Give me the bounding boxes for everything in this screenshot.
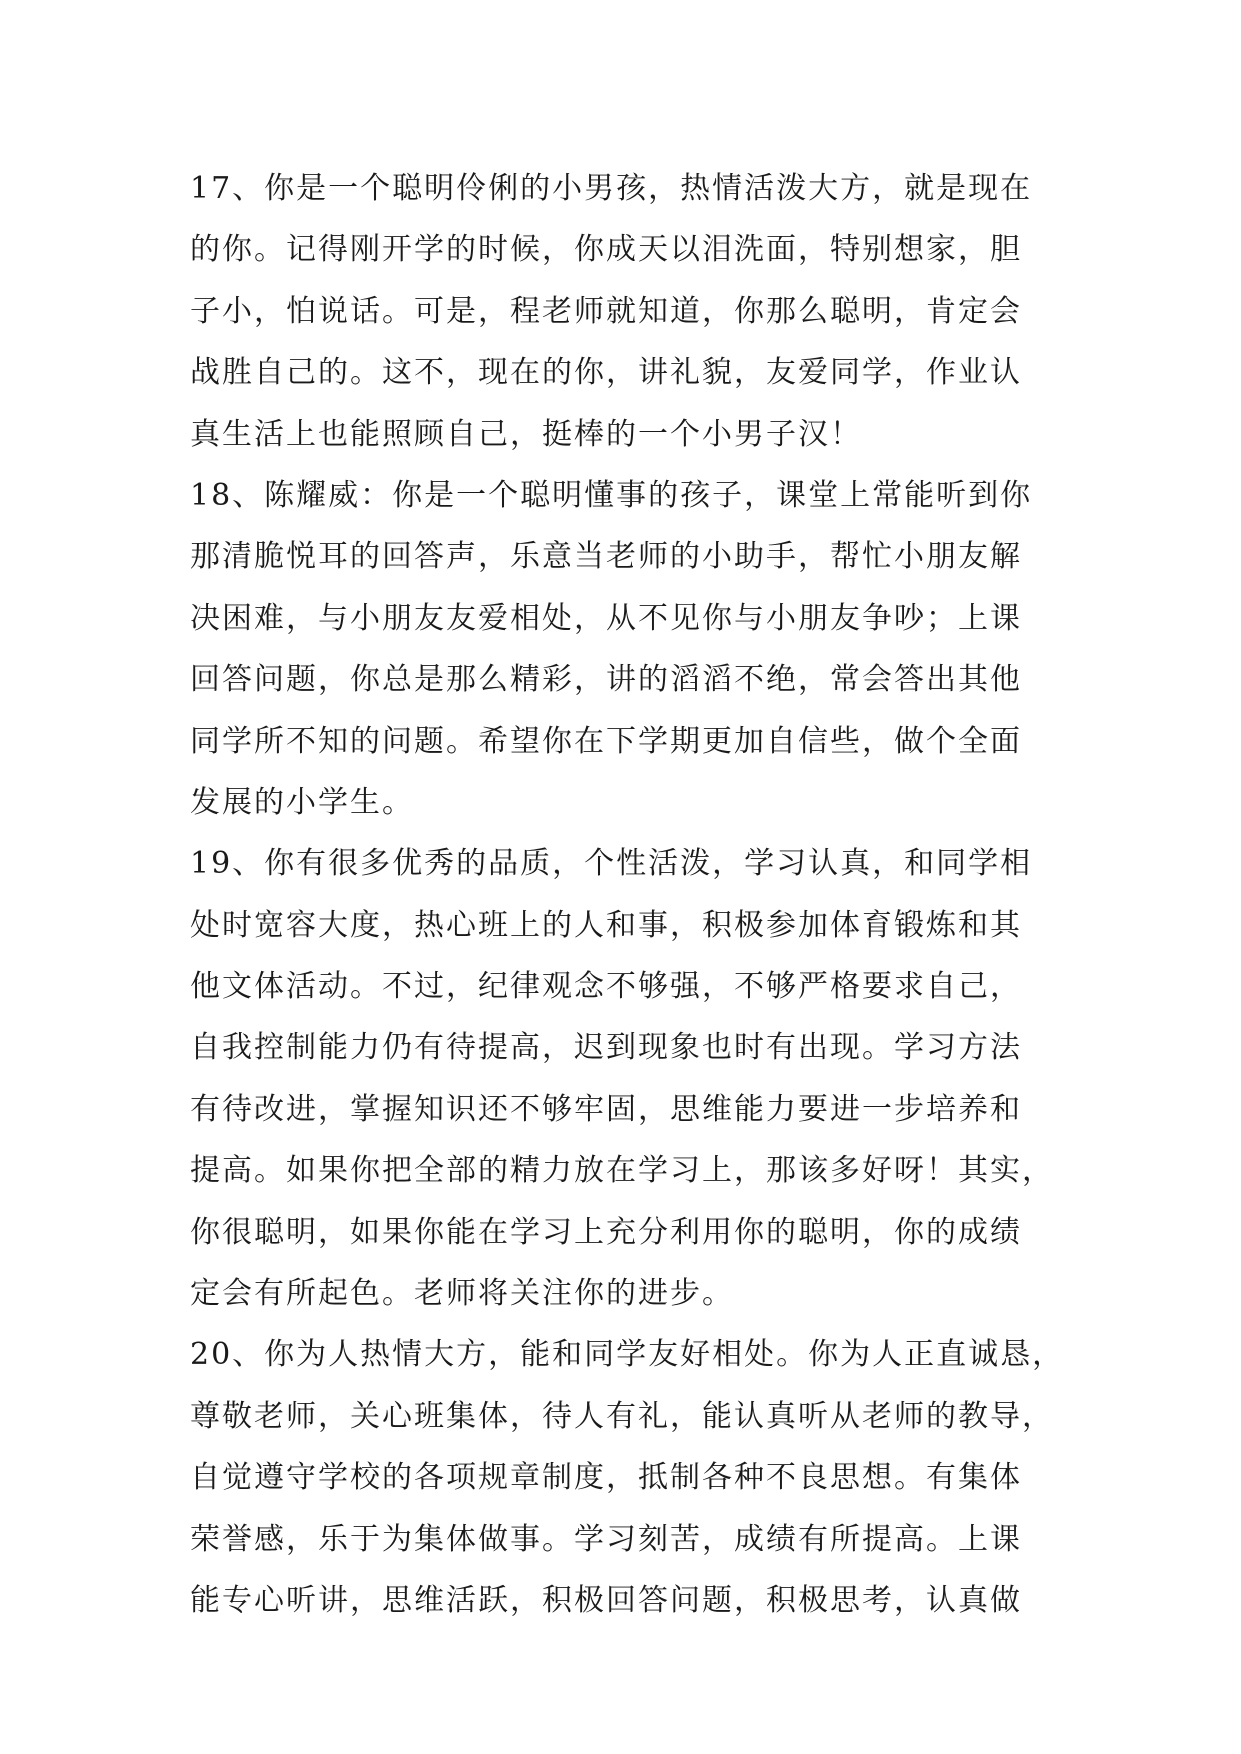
text-line: 能专心听讲，思维活跃，积极回答问题，积极思考，认真做: [190, 1582, 1022, 1618]
text-line: 17、你是一个聪明伶俐的小男孩，热情活泼大方，就是现在: [190, 171, 1033, 206]
text-line: 尊敬老师，关心班集体，待人有礼，能认真听从老师的教导，: [190, 1398, 1054, 1434]
text-line: 的你。记得刚开学的时候，你成天以泪洗面，特别想家，胆: [190, 232, 1022, 268]
text-line: 19、你有很多优秀的品质，个性活泼，学习认真，和同学相: [190, 846, 1033, 882]
document-body: [190, 158, 1065, 1631]
text-line: 有待改进，掌握知识还不够牢固，思维能力要进一步培养和: [190, 1091, 1022, 1127]
text-line: 子小，怕说话。可是，程老师就知道，你那么聪明，肯定会: [190, 293, 1022, 329]
text-line: 处时宽容大度，热心班上的人和事，积极参加体育锻炼和其: [190, 907, 1022, 943]
text-line: 真生活上也能照顾自己，挺棒的一个小男子汉！: [190, 416, 862, 452]
text-line: 他文体活动。不过，纪律观念不够强，不够严格要求自己，: [190, 969, 1022, 1005]
text-line: 那清脆悦耳的回答声，乐意当老师的小助手，帮忙小朋友解: [190, 539, 1022, 575]
text-line: 荣誉感，乐于为集体做事。学习刻苦，成绩有所提高。上课: [190, 1521, 1022, 1557]
text-line: 战胜自己的。这不，现在的你，讲礼貌，友爱同学，作业认: [190, 355, 1022, 391]
text-line: 回答问题，你总是那么精彩，讲的滔滔不绝，常会答出其他: [190, 662, 1022, 698]
text-line: 决困难，与小朋友友爱相处，从不见你与小朋友争吵；上课: [190, 600, 1022, 636]
text-line: 同学所不知的问题。希望你在下学期更加自信些，做个全面: [190, 723, 1022, 759]
text-line: 自我控制能力仍有待提高，迟到现象也时有出现。学习方法: [190, 1030, 1022, 1066]
text-line: 20、你为人热情大方，能和同学友好相处。你为人正直诚恳，: [190, 1337, 1065, 1373]
text-line: 提高。如果你把全部的精力放在学习上，那该多好呀！其实，: [190, 1153, 1054, 1189]
text-line: 定会有所起色。老师将关注你的进步。: [190, 1276, 734, 1312]
text-line: 你很聪明，如果你能在学习上充分利用你的聪明，你的成绩: [190, 1214, 1022, 1250]
text-line: 18、陈耀威：你是一个聪明懂事的孩子，课堂上常能听到你: [190, 477, 1033, 513]
text-line: 自觉遵守学校的各项规章制度，抵制各种不良思想。有集体: [190, 1460, 1022, 1496]
text-line: 发展的小学生。: [190, 784, 414, 820]
